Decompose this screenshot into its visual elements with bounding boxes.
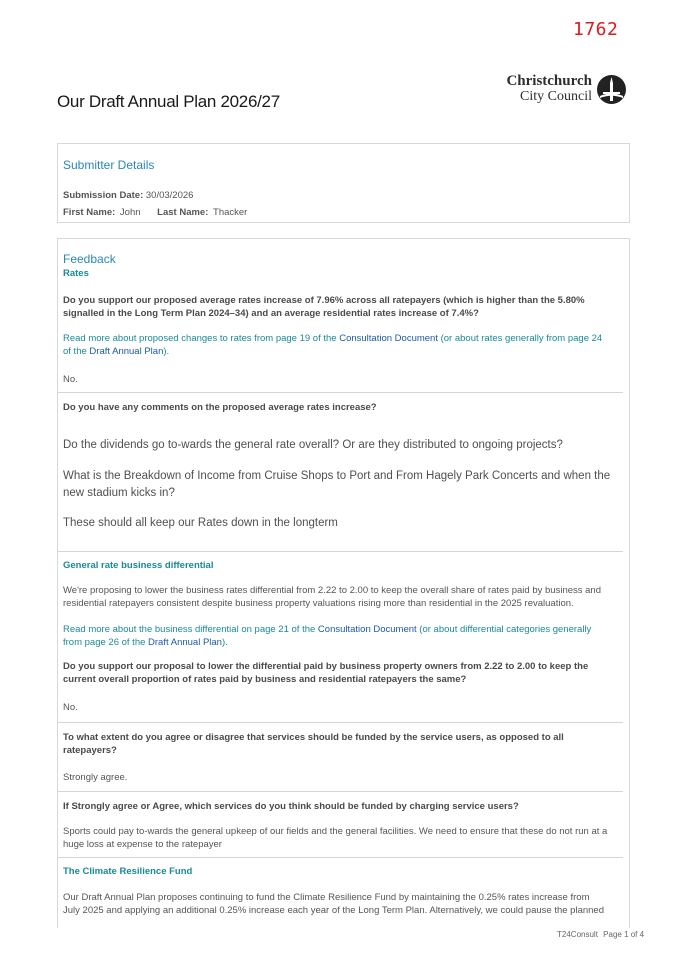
differential-question-2 <box>63 731 564 757</box>
divider <box>58 791 623 792</box>
document-title: Our Draft Annual Plan 2026/27 <box>57 92 280 111</box>
last-name-label: Last Name: <box>157 207 209 218</box>
rates-question-2: Do you have any comments on the proposed average rates increase? <box>63 402 377 413</box>
submitter-details-panel <box>57 143 630 223</box>
draft-annual-plan-link[interactable]: Draft Annual Plan <box>148 636 222 648</box>
reference-text: Read more about proposed changes to rates from page 19 of the <box>63 333 340 344</box>
first-name-value: John <box>119 207 141 218</box>
draft-annual-plan-link[interactable]: Draft Annual Plan <box>89 345 164 357</box>
differential-question-1 <box>63 660 588 686</box>
intro-line: July 2025 and applying an additional 0.25% increase each year of the Long Term Plan. Alternatively, we could pause the planned <box>63 904 604 916</box>
name-row <box>63 206 247 219</box>
reference-text: ). <box>221 636 228 648</box>
answer-line: Sports could pay to-wards the general upkeep of our fields and the general facilities. We need to ensure that these do not run at a <box>63 826 608 837</box>
differential-reference-text <box>63 624 591 649</box>
logo-line-1: Christchurch <box>506 73 592 89</box>
divider <box>58 392 623 393</box>
climate-subheading: The Climate Resilience Fund <box>63 866 193 877</box>
logo-wordmark <box>500 74 592 105</box>
divider <box>58 857 623 858</box>
rates-reference-text <box>63 333 602 358</box>
submission-date-label: Submission Date: <box>63 190 144 201</box>
feedback-heading: Feedback <box>63 252 116 266</box>
answer-line: new stadium kicks in? <box>63 487 175 499</box>
reference-text: Read more about the business differential on page 21 of the <box>63 624 318 635</box>
divider <box>58 551 623 552</box>
differential-subheading: General rate business differential <box>63 560 214 571</box>
cathedral-emblem-icon <box>596 74 627 105</box>
question-line: Do you support our proposed average rates increase of 7.96% across all ratepayers (which is higher than the 5.80% <box>63 295 585 306</box>
differential-answer-1: No. <box>63 702 78 713</box>
question-line: To what extent do you agree or disagree that services should be funded by the service users, as opposed to all <box>63 732 564 743</box>
rates-answer-2-paragraph-2 <box>63 468 610 502</box>
reference-text: from page 26 of the <box>63 636 149 648</box>
rates-answer-2-paragraph-3: These should all keep our Rates down in the longterm <box>63 517 338 529</box>
page-stamp-number: 1762 <box>573 19 619 40</box>
feedback-panel <box>57 238 630 928</box>
reference-text: ). <box>163 345 170 357</box>
differential-question-3: If Strongly agree or Agree, which services do you think should be funded by charging service users? <box>63 801 519 812</box>
differential-intro <box>63 585 601 610</box>
submission-date-row <box>63 189 193 202</box>
council-logo <box>500 74 630 108</box>
differential-answer-2: Strongly agree. <box>63 772 128 783</box>
submission-date-value: 30/03/2026 <box>145 190 194 201</box>
differential-answer-3 <box>63 826 607 851</box>
footer-page-label: Page 1 of 4 <box>603 930 645 939</box>
intro-line: residential ratepayers consistent despite business property valuations rising more than residential in the 2025 revaluation. <box>63 597 574 609</box>
divider <box>58 722 623 723</box>
answer-line: huge loss at expense to the ratepayer <box>63 838 222 850</box>
first-name-label: First Name: <box>63 207 116 218</box>
question-line: signalled in the Long Term Plan 2024–34) and an average residential rates increase of 7.4%? <box>63 308 479 319</box>
reference-text: of the <box>63 345 90 357</box>
question-line: ratepayers? <box>63 745 117 756</box>
intro-line: Our Draft Annual Plan proposes continuing to fund the Climate Resilience Fund by maintaining the 0.25% rates increase from <box>63 892 590 903</box>
climate-intro <box>63 892 604 917</box>
reference-text: (or about differential categories generally <box>416 624 592 635</box>
answer-line: What is the Breakdown of Income from Cruise Shops to Port and From Hagely Park Concerts and when the <box>63 470 611 482</box>
consultation-document-link[interactable]: Consultation Document <box>317 624 417 635</box>
logo-line-2: City Council <box>520 89 592 104</box>
rates-question-1 <box>63 294 585 320</box>
question-line: Do you support our proposal to lower the differential paid by business property owners from 2.22 to 2.00 to keep the <box>63 661 589 672</box>
submitter-heading: Submitter Details <box>63 158 155 172</box>
page-footer <box>557 930 644 939</box>
question-line: current overall proportion of rates paid by business and residential ratepayers the same? <box>63 674 467 685</box>
footer-doc-code: T24Consult <box>557 930 598 939</box>
rates-subheading: Rates <box>63 268 89 279</box>
reference-text: (or about rates generally from page 24 <box>437 333 603 344</box>
rates-answer-2-paragraph-1: Do the dividends go to-wards the general rate overall? Or are they distributed to ongoing projects? <box>63 439 563 451</box>
consultation-document-link[interactable]: Consultation Document <box>339 333 438 344</box>
rates-answer-1: No. <box>63 374 78 385</box>
intro-line: We're proposing to lower the business rates differential from 2.22 to 2.00 to keep the overall share of rates paid by business and <box>63 585 601 596</box>
last-name-value: Thacker <box>213 207 248 218</box>
